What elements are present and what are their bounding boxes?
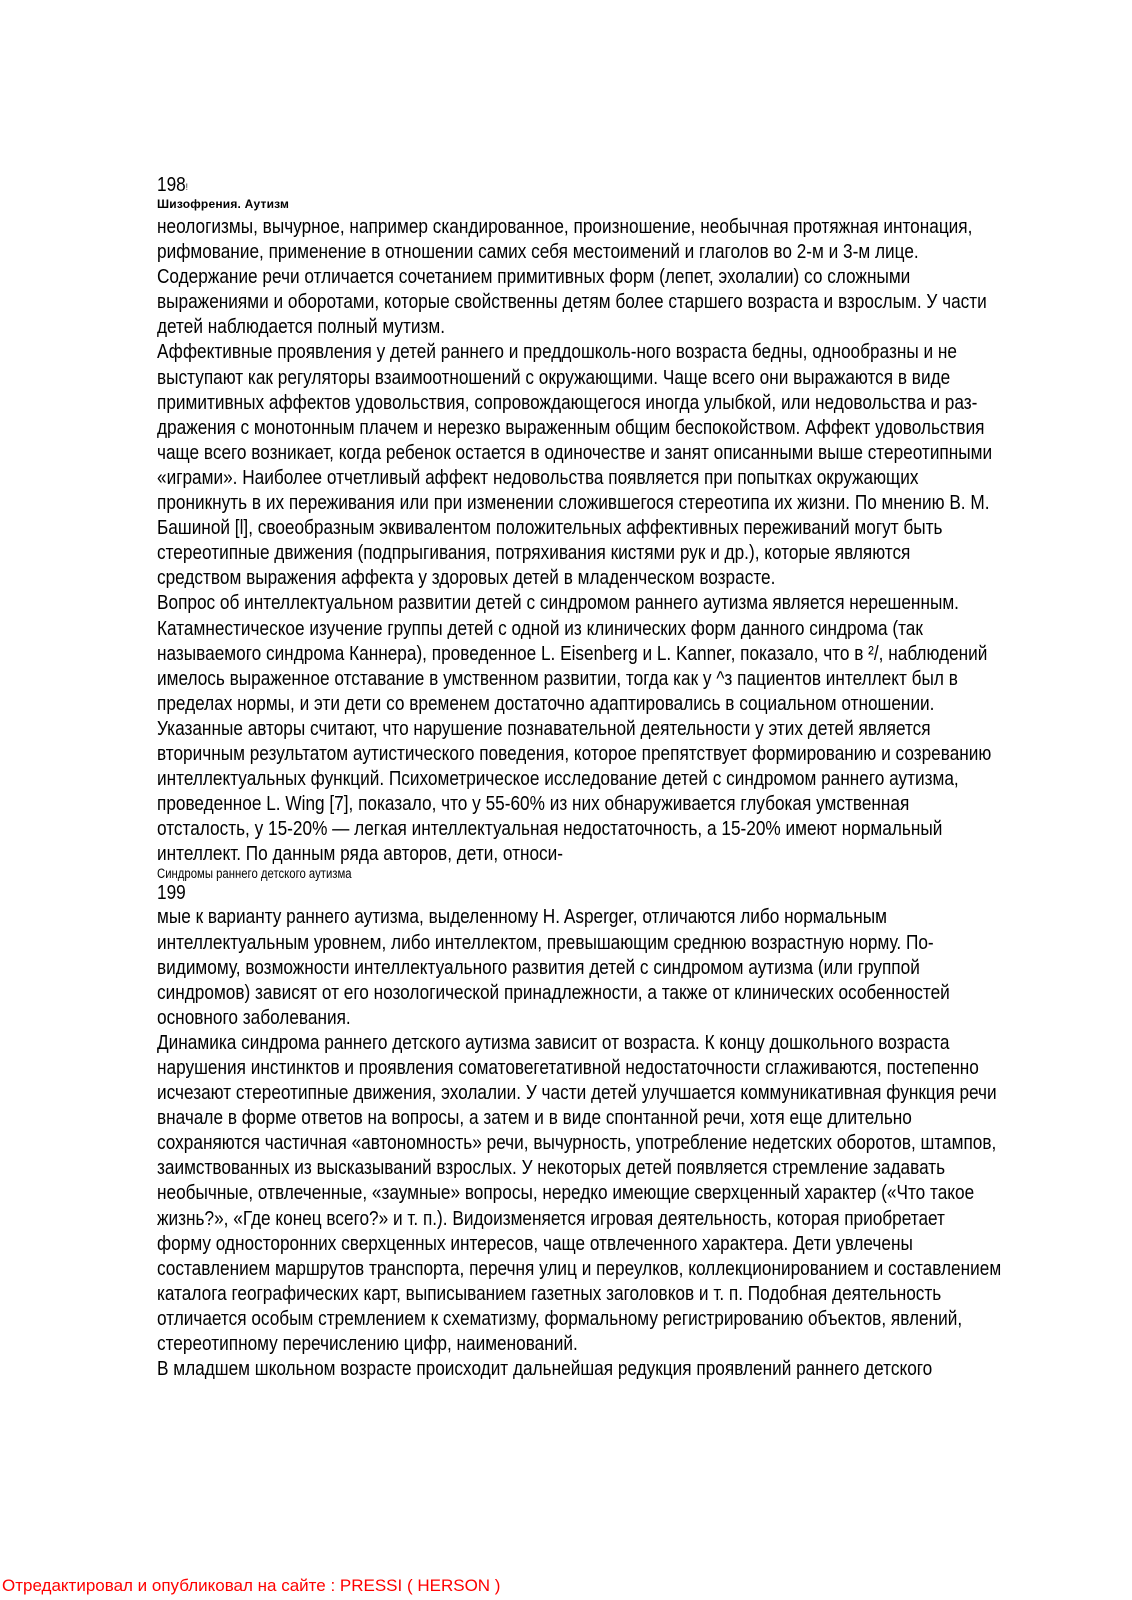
- text-line: детей наблюдается полный мутизм.: [157, 315, 446, 339]
- text-line: интеллектуальным уровнем, либо интеллектом, превышающим среднюю возрастную норму. По-: [157, 930, 934, 954]
- text-line: Вопрос об интеллектуальном развитии детей с синдромом раннего аутизма является нерешенным.: [157, 591, 959, 615]
- text-line: Содержание речи отличается сочетанием примитивных форм (лепет, эхолалии) со сложными: [157, 265, 911, 289]
- text-line: сохраняются частичная «автономность» речи, вычурность, употребление недетских оборотов, штампов,: [157, 1131, 997, 1155]
- publisher-credit: Отредактировал и опубликовал на сайте : PRESSI ( HERSON ): [2, 1576, 501, 1595]
- text-line: стереотипные движения (подпрыгивания, потряхивания кистями рук и др.), которые являются: [157, 541, 911, 565]
- text-line: нарушения инстинктов и проявления соматовегетативной недостаточности сглаживаются, постепенно: [157, 1056, 979, 1079]
- text-line: рифмование, применение в отношении самих себя местоимений и глаголов во 2-м и 3-м лице.: [157, 240, 919, 264]
- text-line: интеллект. По данным ряда авторов, дети, относи-: [157, 842, 564, 866]
- text-line: проникнуть в их переживания или при изменении сложившегося стереотипа их жизни. По мнению В. М.: [157, 491, 990, 515]
- text-line: средством выражения аффекта у здоровых детей в младенческом возрасте.: [157, 566, 776, 590]
- body-text-page-198: [157, 214, 1062, 866]
- text-line: неологизмы, вычурное, например скандированное, произношение, необычная протяжная интонация,: [157, 215, 973, 238]
- text-line: «играми». Наиболее отчетливый аффект недовольства появляется при попытках окружающих: [157, 465, 919, 489]
- body-text-page-199: [157, 904, 1062, 1381]
- text-line: пределах нормы, и эти дети со временем достаточно адаптировались в социальном отношении.: [157, 691, 935, 715]
- text-line: Катамнестическое изучение группы детей с одной из клинических форм данного синдрома (так: [157, 616, 923, 640]
- page-number-198: 198!: [157, 174, 188, 196]
- text-line: жизнь?», «Где конец всего?» и т. п.). Видоизменяется игровая деятельность, которая приобретает: [157, 1206, 945, 1230]
- text-line: выступают как регуляторы взаимоотношений с окружающими. Чаще всего они выражаются в виде: [157, 365, 951, 389]
- text-line: заимствованных из высказываний взрослых. У некоторых детей появляется стремление задавать: [157, 1156, 946, 1180]
- text-line: мые к варианту раннего аутизма, выделенному H. Asperger, отличаются либо нормальным: [157, 905, 887, 929]
- running-head: Шизофрения. Аутизм: [157, 197, 290, 211]
- text-line: форму односторонних сверхценных интересов, чаще отвлеченного характера. Дети увлечены: [157, 1231, 913, 1255]
- text-line: каталога географических карт, выписыванием газетных заголовков и т. п. Подобная деятельность: [157, 1281, 942, 1305]
- text-line: имелось выраженное отставание в умственном развитии, тогда как у ^з пациентов интеллект был в: [157, 666, 958, 690]
- text-line: исчезают стереотипные движения, эхолалии. У части детей улучшается коммуникативная функция речи: [157, 1081, 997, 1105]
- text-line: видимому, возможности интеллектуального развития детей с синдромом аутизма (или группой: [157, 955, 920, 979]
- text-line: отсталость, у 15-20% — легкая интеллектуальная недостаточность, а 15-20% имеют нормальный: [157, 817, 943, 841]
- text-line: примитивных аффектов удовольствия, сопровождающегося иногда улыбкой, или недовольства и раз-: [157, 390, 978, 414]
- text-line: отличается особым стремлением к схематизму, формальному регистрированию объектов, явлений,: [157, 1306, 963, 1330]
- text-line: интеллектуальных функций. Психометрическое исследование детей с синдромом раннего аутизма,: [157, 767, 959, 791]
- text-line: Аффективные проявления у детей раннего и преддошколь-ного возраста бедны, однообразны и не: [157, 340, 958, 364]
- text-line: чаще всего возникает, когда ребенок остается в одиночестве и занят описанными выше стереотипными: [157, 440, 993, 464]
- text-line: стереотипному перечислению цифр, наименований.: [157, 1332, 578, 1356]
- document-page: [157, 174, 1062, 1381]
- text-line: основного заболевания.: [157, 1005, 351, 1029]
- page-number-199: 199: [157, 882, 186, 905]
- running-footer: Синдромы раннего детского аутизма: [157, 866, 352, 882]
- text-line: Указанные авторы считают, что нарушение познавательной деятельности у этих детей является: [157, 716, 931, 740]
- text-line: вначале в форме ответов на вопросы, а затем и в виде спонтанной речи, хотя еще длительно: [157, 1106, 912, 1130]
- text-line: составлением маршрутов транспорта, перечня улиц и переулков, коллекционированием и составлением: [157, 1256, 1002, 1280]
- text-line: вторичным результатом аутистического поведения, которое препятствует формированию и созреванию: [157, 741, 992, 765]
- text-line: выражениями и оборотами, которые свойственны детям более старшего возраста и взрослым. У части: [157, 290, 987, 314]
- text-line: Башиной [l], своеобразным эквивалентом положительных аффективных переживаний могут быть: [157, 516, 943, 540]
- text-line: синдромов) зависят от его нозологической принадлежности, а также от клинических особенностей: [157, 980, 950, 1004]
- text-line: В младшем школьном возрасте происходит дальнейшая редукция проявлений раннего детского: [157, 1357, 933, 1381]
- text-line: проведенное L. Wing [7], показало, что у 55-60% из них обнаруживается глубокая умственная: [157, 792, 910, 816]
- text-line: дражения с монотонным плачем и нерезко выраженным общим беспокойством. Аффект удовольствия: [157, 415, 985, 439]
- text-line: называемого синдрома Каннера), проведенное L. Eisenberg и L. Kanner, показало, что в ²/, наблюдений: [157, 641, 988, 665]
- text-line: необычные, отвлеченные, «заумные» вопросы, нередко имеющие сверхценный характер («Что такое: [157, 1181, 975, 1205]
- text-line: Динамика синдрома раннего детского аутизма зависит от возраста. К концу дошкольного возраста: [157, 1030, 950, 1054]
- page-number-mark: !: [185, 182, 188, 192]
